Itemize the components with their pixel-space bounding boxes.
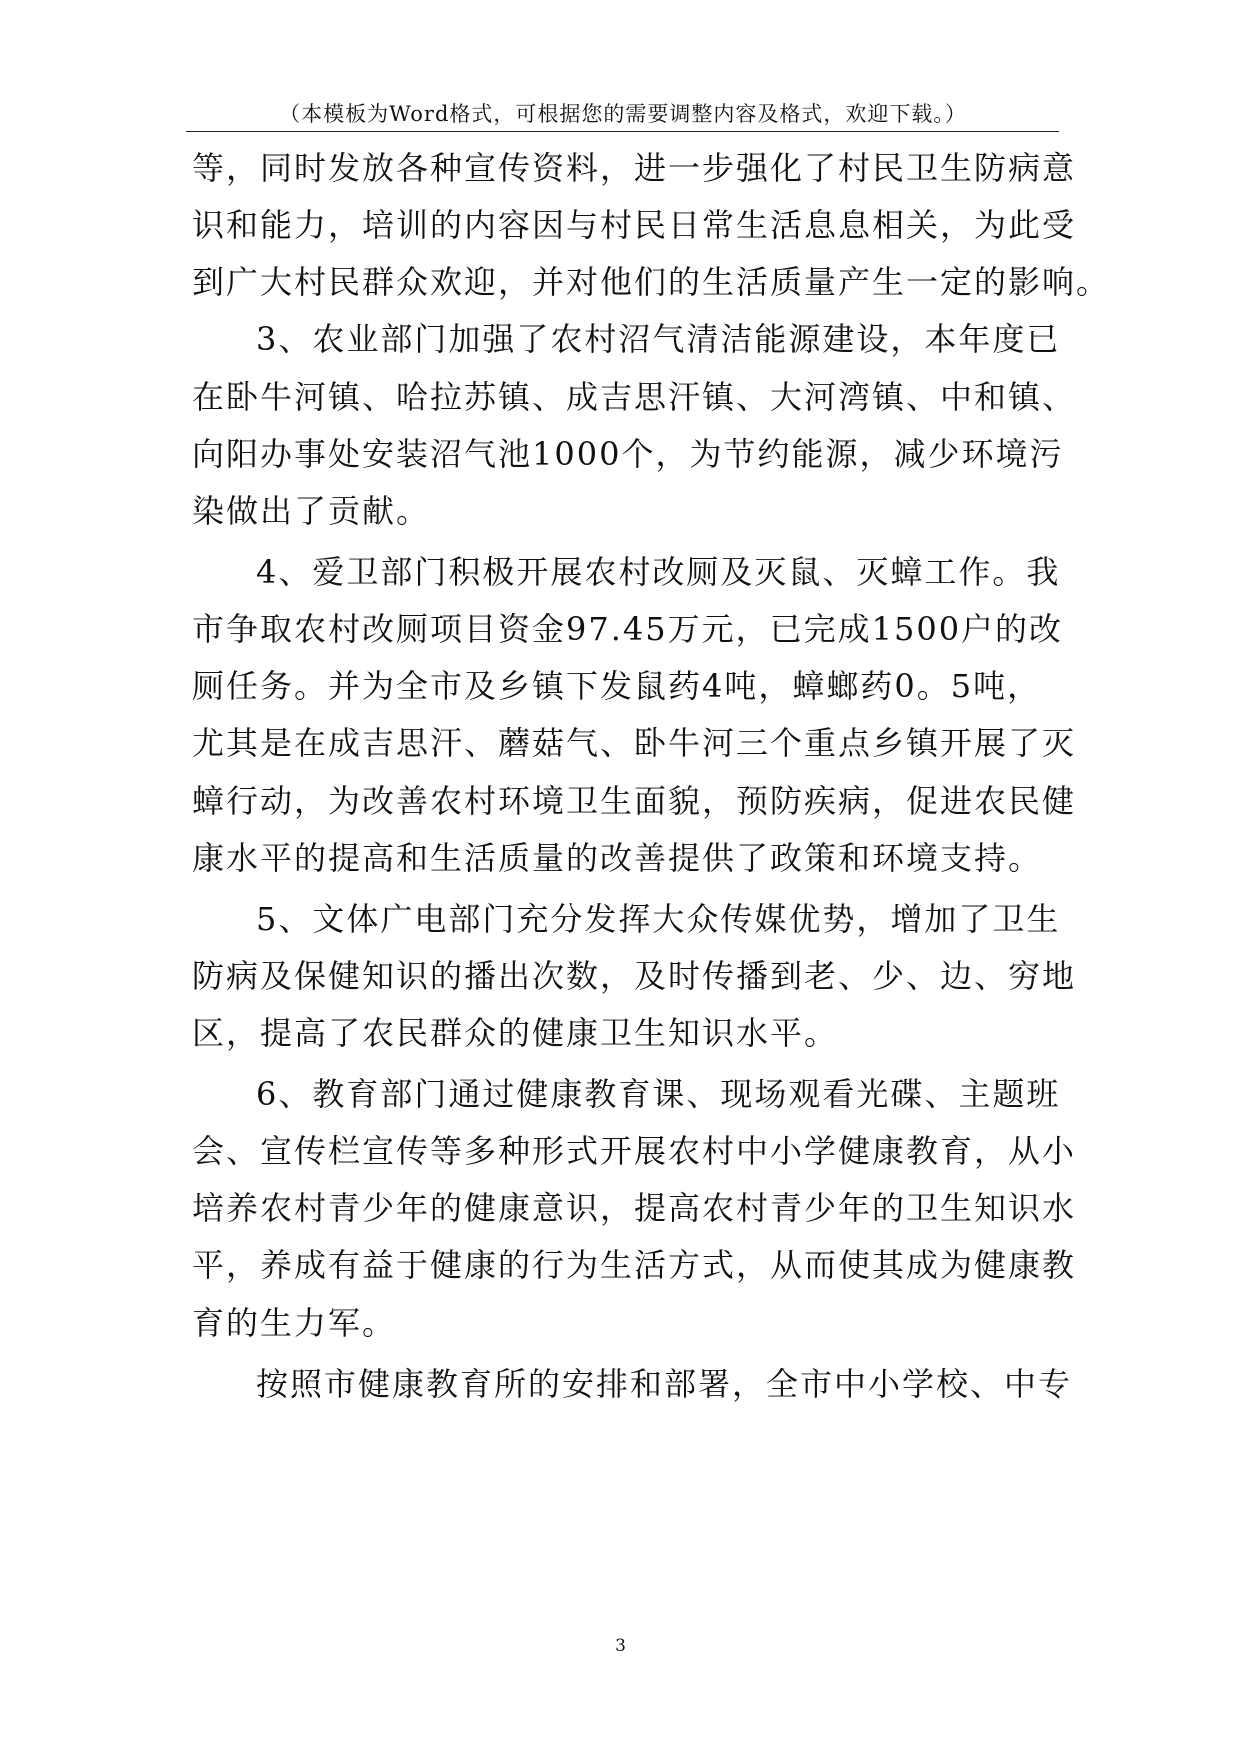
body-line: 染做出了贡献。 [192,492,431,530]
body-line: 区，提高了农民群众的健康卫生知识水平。 [192,1014,839,1052]
body-line: 培养农村青少年的健康意识，提高农村青少年的卫生知识水 [192,1189,1077,1227]
page-number: 3 [615,1636,626,1656]
paragraph-start-line: 4、爱卫部门积极开展农村改厕及灭鼠、灭蟑工作。我 [256,553,1061,591]
body-line: 市争取农村改厕项目资金97.45万元，已完成1500户的改 [192,610,1064,648]
body-line: 等，同时发放各种宣传资料，进一步强化了村民卫生防病意 [192,149,1077,187]
template-notice-header: （本模板为Word格式，可根据您的需要调整内容及格式，欢迎下载。） [279,102,967,126]
body-line: 蟑行动，为改善农村环境卫生面貌，预防疾病，促进农民健 [192,782,1077,820]
body-line: 康水平的提高和生活质量的改善提供了政策和环境支持。 [192,839,1043,877]
body-line: 厕任务。并为全市及乡镇下发鼠药4吨，蟑螂药0。5吨， [192,667,1042,705]
body-line: 会、宣传栏宣传等多种形式开展农村中小学健康教育，从小 [192,1132,1077,1170]
body-line: 尤其是在成吉思汗、蘑菇气、卧牛河三个重点乡镇开展了灭 [192,724,1077,762]
body-line: 到广大村民群众欢迎，并对他们的生活质量产生一定的影响。 [192,263,1111,301]
paragraph-start-line: 3、农业部门加强了农村沼气清洁能源建设，本年度已 [256,320,1061,358]
body-line: 向阳办事处安装沼气池1000个，为节约能源，减少环境污 [192,435,1064,473]
paragraph-start-line: 6、教育部门通过健康教育课、现场观看光碟、主题班 [256,1075,1061,1113]
body-line: 在卧牛河镇、哈拉苏镇、成吉思汗镇、大河湾镇、中和镇、 [192,378,1077,416]
body-line: 识和能力，培训的内容因与村民日常生活息息相关，为此受 [192,206,1077,244]
header-divider [186,131,1059,132]
body-line: 平，养成有益于健康的行为生活方式，从而使其成为健康教 [192,1246,1077,1284]
body-line: 防病及保健知识的播出次数，及时传播到老、少、边、穷地 [192,957,1077,995]
paragraph-start-line: 按照市健康教育所的安排和部署，全市中小学校、中专 [256,1365,1073,1403]
body-line: 育的生力军。 [192,1304,397,1342]
paragraph-start-line: 5、文体广电部门充分发挥大众传媒优势，增加了卫生 [256,900,1061,938]
